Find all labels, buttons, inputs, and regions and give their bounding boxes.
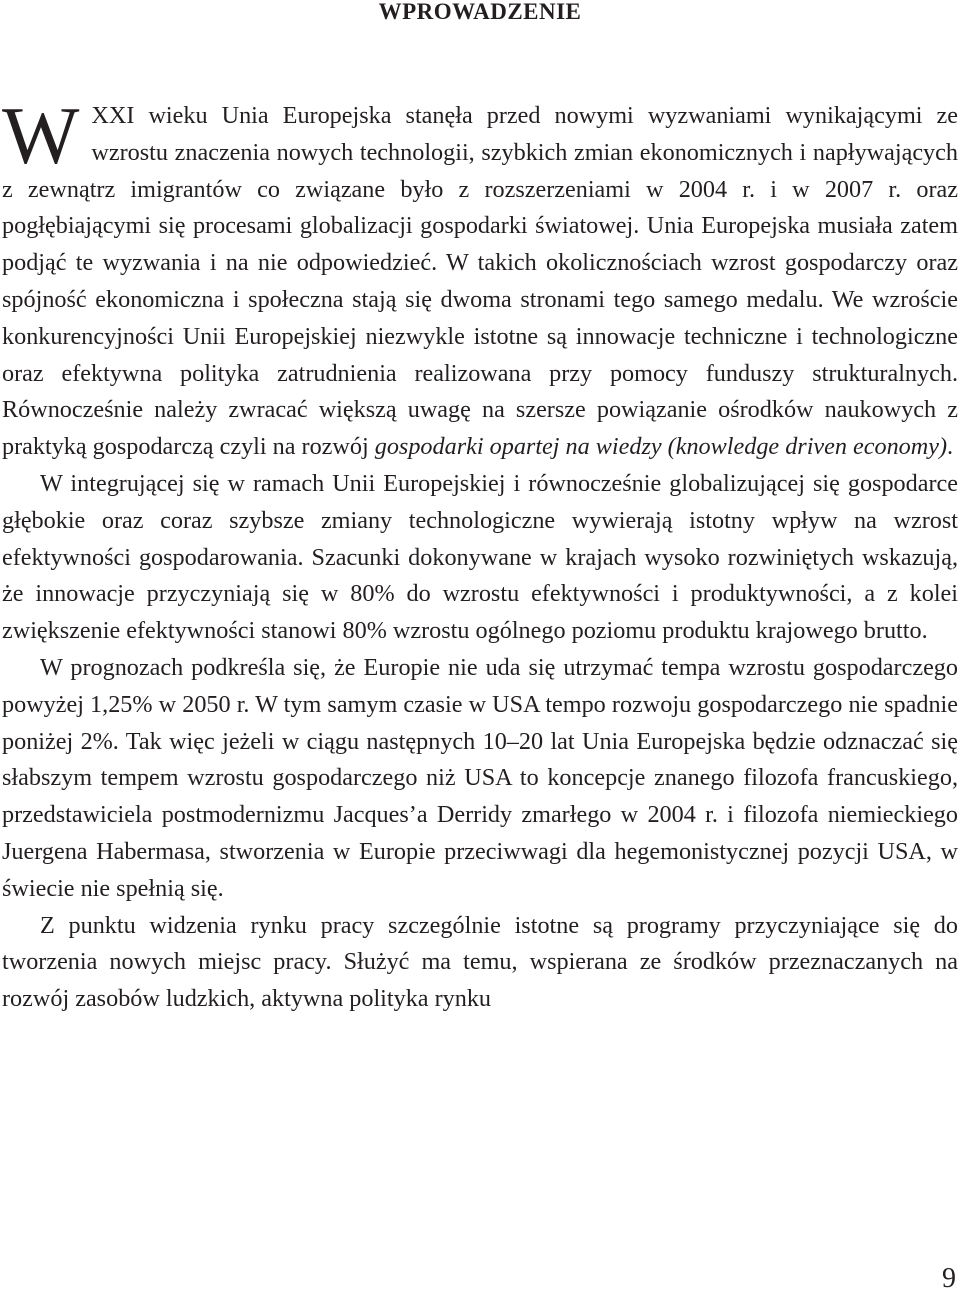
paragraph-1-italic: gospodarki opartej na wiedzy (knowledge driven economy) <box>374 433 948 461</box>
page-number: 9 <box>942 1263 956 1294</box>
paragraph-1-end: . <box>947 433 954 461</box>
body-text <box>2 90 958 1018</box>
paragraph-3: W prognozach podkreśla się, że Europie nie uda się utrzymać tempa wzrostu gospodarczego powyżej 1,25% w 2050 r. W tym samym czasie w USA tempo rozwoju gospodarczego nie spadnie poniżej 2%. Tak więc jeżeli w ciągu następnych 10–20 lat Unia Europejska będzie odznaczać się słabszym tempem wzrostu gospodarczego niż USA to koncepcje znanego filozofa francuskiego, przedstawiciela postmodernizmu Jacques’a Derridy zmarłego w 2004 r. i filozofa niemieckiego Juergena Habermasa, stworzenia w Europie przeciwwagi dla hegemonistycznej pozycji USA, w świecie nie spełnią się. <box>2 653 958 902</box>
drop-cap: W <box>2 90 80 181</box>
paragraph-1 <box>2 90 958 466</box>
paragraph-4: Z punktu widzenia rynku pracy szczególnie istotne są programy przyczyniające się do tworzenia nowych miejsc pracy. Służyć ma temu, wspierana ze środków przeznaczanych na rozwój zasobów ludzkich, aktywna polityka rynku <box>2 911 958 1013</box>
chapter-heading: WPROWADZENIE <box>378 0 582 24</box>
paragraph-1-text: XXI wieku Unia Europejska stanęła przed nowymi wyzwaniami wynikającymi ze wzrostu znaczenia nowych technologii, szybkich zmian ekonomicznych i napływających z zewnątrz imigrantów co związane było z rozszerzeniami w 2004 r. i w 2007 r. oraz pogłębiającymi się procesami globalizacji gospodarki światowej. Unia Europejska musiała zatem podjąć te wyzwania i na nie odpowiedzieć. W takich okolicznościach wzrost gospodarczy oraz spójność ekonomiczna i społeczna stają się dwoma stronami tego samego medalu. We wzroście konkurencyjności Unii Europejskiej niezwykle istotne są innowacje techniczne i technologiczne oraz efektywna polityka zatrudnienia realizowana przy pomocy funduszy strukturalnych. Równocześnie należy zwracać większą uwagę na szersze powiązanie ośrodków naukowych z praktyką gospodarczą czyli na rozwój <box>2 102 958 461</box>
paragraph-2: W integrującej się w ramach Unii Europejskiej i równocześnie globalizującej się gospodarce głębokie oraz coraz szybsze zmiany technologiczne wywierają istotny wpływ na wzrost efektywności gospodarowania. Szacunki dokonywane w krajach wysoko rozwiniętych wskazują, że innowacje przyczyniają się w 80% do wzrostu efektywności i produktywności, a z kolei zwiększenie efektywności stanowi 80% wzrostu ogólnego poziomu produktu krajowego brutto. <box>2 469 958 645</box>
